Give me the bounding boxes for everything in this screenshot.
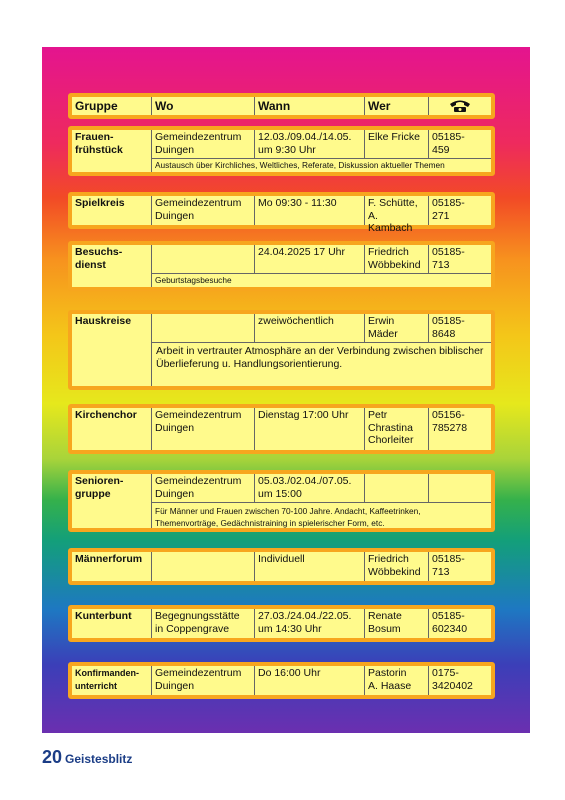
header-wo: Wo: [151, 97, 254, 115]
row-wo: Gemeindezentrum Duingen: [151, 474, 254, 502]
row-gruppe: Besuchs- dienst: [75, 246, 123, 271]
row-wer: Renate Bosum: [364, 609, 428, 638]
table-row: [68, 310, 495, 390]
header-gruppe: Gruppe: [75, 99, 118, 113]
row-wer: Petr Chrastina Chorleiter: [364, 408, 428, 450]
row-wann: Do 16:00 Uhr: [254, 666, 364, 695]
row-note: Arbeit in vertrauter Atmosphäre an der Verbindung zwischen biblischer Überlieferung u. Handlungsorientierung.: [151, 342, 491, 386]
row-wann: zweiwöchentlich: [254, 314, 364, 342]
magazine-title: Geistesblitz: [65, 752, 133, 766]
table-row: [68, 605, 495, 642]
row-tel: 05185- 459: [428, 130, 491, 158]
table-row: [68, 241, 495, 291]
row-wann: Dienstag 17:00 Uhr: [254, 408, 364, 450]
header-wer: Wer: [364, 97, 428, 115]
row-wo: Begegnungsstätte in Coppengrave: [151, 609, 254, 638]
table-row: [68, 470, 495, 532]
page-footer: [42, 747, 132, 768]
row-gruppe: Spielkreis: [75, 197, 125, 209]
telephone-icon: [428, 97, 491, 115]
row-wer: Friedrich Wöbbekind: [364, 552, 428, 581]
row-note: Austausch über Kirchliches, Weltliches, Referate, Diskussion aktueller Themen: [151, 158, 491, 172]
row-wo: Gemeindezentrum Duingen: [151, 196, 254, 225]
row-gruppe: Frauen- frühstück: [75, 131, 123, 156]
row-wo: Gemeindezentrum Duingen: [151, 666, 254, 695]
row-tel: 0175- 3420402: [428, 666, 491, 695]
row-wann: 27.03./24.04./22.05. um 14:30 Uhr: [254, 609, 364, 638]
row-gruppe: Hauskreise: [75, 315, 132, 327]
row-wer: F. Schütte, A. Kambach: [364, 196, 428, 225]
row-wann: Mo 09:30 - 11:30: [254, 196, 364, 225]
table-header: [68, 93, 495, 119]
row-tel: 05185- 602340: [428, 609, 491, 638]
row-note: Für Männer und Frauen zwischen 70-100 Jahre. Andacht, Kaffeetrinken, Themenvorträge, Gedächnistraining in spielerischer Form, etc.: [151, 502, 491, 528]
row-wo: [151, 552, 254, 581]
row-wann: 05.03./02.04./07.05. um 15:00: [254, 474, 364, 502]
header-wann: Wann: [254, 97, 364, 115]
row-tel: [428, 474, 491, 502]
table-row: [68, 126, 495, 176]
row-tel: 05156- 785278: [428, 408, 491, 450]
row-tel: 05185- 713: [428, 245, 491, 273]
row-wo: [151, 245, 254, 273]
row-gruppe: Kirchenchor: [75, 409, 137, 421]
row-wann: 24.04.2025 17 Uhr: [254, 245, 364, 273]
row-wo: Gemeindezentrum Duingen: [151, 130, 254, 158]
row-tel: 05185- 271: [428, 196, 491, 225]
row-gruppe: Konfirmanden- unterricht: [75, 668, 139, 691]
row-gruppe: Männerforum: [75, 553, 143, 565]
row-gruppe: Senioren- gruppe: [75, 475, 124, 500]
table-row: [68, 548, 495, 585]
row-note: Geburtstagsbesuche: [151, 273, 491, 287]
row-wo: Gemeindezentrum Duingen: [151, 408, 254, 450]
table-row: [68, 662, 495, 699]
row-wer: [364, 474, 428, 502]
row-wer: Pastorin A. Haase: [364, 666, 428, 695]
page-number: 20: [42, 747, 63, 767]
row-wo: [151, 314, 254, 342]
row-wer: Elke Fricke: [364, 130, 428, 158]
row-wer: Erwin Mäder: [364, 314, 428, 342]
row-tel: 05185- 713: [428, 552, 491, 581]
row-wann: 12.03./09.04./14.05. um 9:30 Uhr: [254, 130, 364, 158]
row-gruppe: Kunterbunt: [75, 610, 132, 622]
row-wann: Individuell: [254, 552, 364, 581]
row-wer: Friedrich Wöbbekind: [364, 245, 428, 273]
table-row: [68, 404, 495, 454]
table-row: [68, 192, 495, 234]
row-tel: 05185- 8648: [428, 314, 491, 342]
